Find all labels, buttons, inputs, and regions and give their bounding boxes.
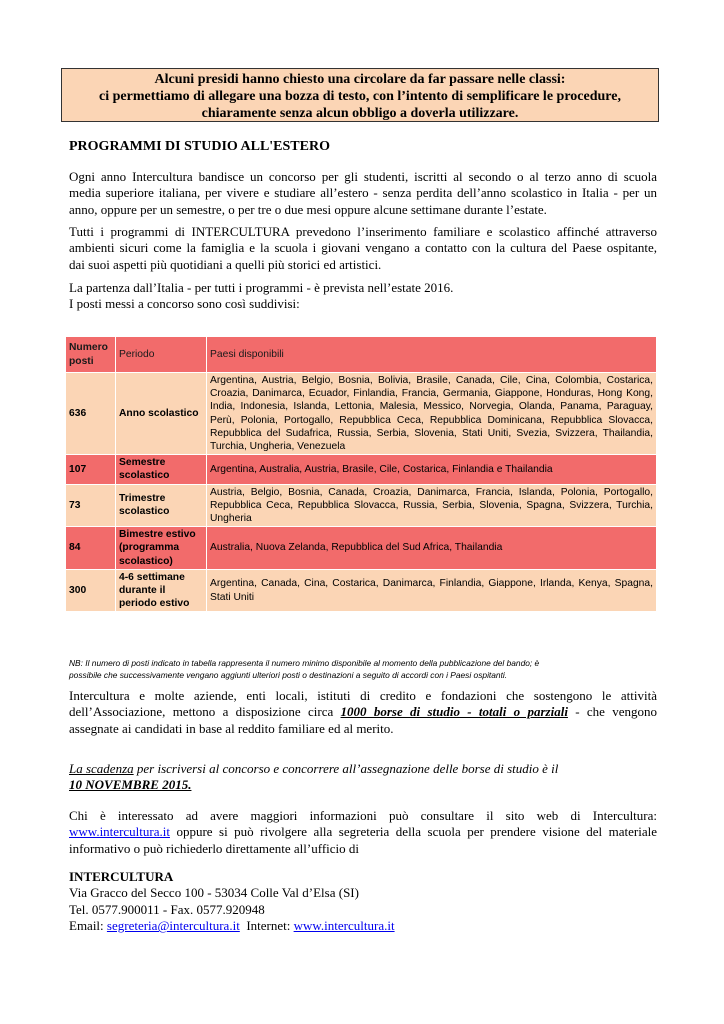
email-line [69, 918, 395, 934]
row-periodo: Bimestre estivo (programma scolastico) [116, 527, 207, 570]
text-line: informativo o può richiederlo direttamente all’ufficio di [69, 840, 359, 856]
row-posti: 107 [66, 455, 116, 484]
header-paesi: Paesi disponibili [207, 337, 657, 373]
note-line: possibile che successivamente vengano aggiunti ulteriori posti o destinazioni a seguito di accordi con i Paesi ospitanti. [69, 670, 508, 680]
text-line: I posti messi a concorso sono così suddivisi: [69, 296, 300, 312]
intro-paragraph-2 [69, 224, 657, 273]
row-paesi: Argentina, Australia, Austria, Brasile, Cile, Costarica, Finlandia e Thailandia [207, 455, 657, 484]
row-paesi: Argentina, Austria, Belgio, Bosnia, Bolivia, Brasile, Canada, Cile, Cina, Colombia, Costarica, Croazia, Danimarca, Ecuador, Finlandia, Francia, Germania, Giappone, Honduras, Hong Kong, India, Indonesia, Islanda, Lettonia, Malesia, Messico, Norvegia, Olanda, Panama, Paraguay, Perù, Polonia, Portogallo, Repubblica Ceca, Repubblica Dominicana, Repubblica Slovacca, Repubblica del Sudafrica, Russia, Serbia, Slovenia, Stati Uniti, Svezia, Svizzera, Thailandia, Turchia, Ungheria, Venezuela [207, 373, 657, 455]
notice-line: Alcuni presidi hanno chiesto una circolare da far passare nelle classi: [154, 72, 566, 87]
text-line: anno, oppure per un semestre, o per tre o due mesi oppure alcune settimane durante l’estate. [69, 201, 547, 217]
header-posti: Numero posti [66, 337, 116, 373]
table-row [66, 455, 657, 484]
contact-block [69, 869, 395, 935]
text-line: Tutti i programmi di INTERCULTURA prevedono l’inserimento familiare e scolastico affinché attraverso [69, 224, 657, 239]
text-line: media superiore italiana, per vivere e studiare all’estero - senza perdita dell’anno scolastico in Italia - per un [69, 185, 657, 201]
intro-paragraph-1 [69, 169, 657, 218]
table-note [69, 657, 657, 681]
row-posti: 300 [66, 569, 116, 612]
text-span: dell’Associazione, mettono a disposizione circa [69, 704, 341, 720]
page-title: PROGRAMMI DI STUDIO ALL'ESTERO [69, 139, 330, 154]
address-line: Via Gracco del Secco 100 - 53034 Colle Val d’Elsa (SI) [69, 885, 359, 901]
text-line [69, 761, 657, 777]
row-paesi: Australia, Nuova Zelanda, Repubblica del Sud Africa, Thailandia [207, 527, 657, 570]
text-line: Intercultura e molte aziende, enti locali, istituti di credito e fondazioni che sostengono le attività [69, 688, 657, 703]
text-line: dai suoi aspetti più quotidiani a quelli più storici ed artistici. [69, 256, 382, 272]
deadline-paragraph [69, 761, 657, 794]
notice-box [61, 68, 659, 122]
header-periodo: Periodo [116, 337, 207, 373]
funding-paragraph [69, 688, 657, 737]
text-line: assegnate ai candidati in base al reddito familiare ed al merito. [69, 720, 394, 736]
table-header-row [66, 337, 657, 373]
text-line: La partenza dall’Italia - per tutti i programmi - è prevista nell’estate 2016. [69, 280, 454, 295]
row-paesi: Austria, Belgio, Bosnia, Canada, Croazia, Danimarca, Francia, Islanda, Polonia, Portogallo, Repubblica Ceca, Repubblica Slovacca, Russia, Serbia, Slovenia, Spagna, Svizzera, Turchia, Ungheria [207, 484, 657, 527]
info-paragraph [69, 808, 657, 857]
text-line [69, 824, 657, 840]
row-periodo: Anno scolastico [116, 373, 207, 455]
row-paesi: Argentina, Canada, Cina, Costarica, Danimarca, Finlandia, Giappone, Irlanda, Kenya, Spagna, Stati Uniti [207, 569, 657, 612]
text-line [69, 704, 657, 720]
text-line: ambienti sicuri come la famiglia e la scuola i giovani vengano a contatto con la cultura del Paese ospitante, [69, 240, 657, 256]
notice-line: chiaramente senza alcun obbligo a doverla utilizzare. [201, 106, 519, 121]
intro-paragraph-3 [69, 280, 657, 313]
row-posti: 636 [66, 373, 116, 455]
email-label: Email: [69, 918, 107, 934]
places-table [65, 336, 657, 612]
scholarship-highlight: 1000 borse di studio - totali o parziali [340, 704, 568, 720]
deadline-date: 10 NOVEMBRE 2015. [69, 777, 192, 793]
notice-line: ci permettiamo di allegare una bozza di testo, con l’intento di semplificare le procedure, [99, 89, 621, 104]
table-row [66, 569, 657, 612]
deadline-label: La scadenza [69, 761, 134, 776]
row-posti: 73 [66, 484, 116, 527]
row-posti: 84 [66, 527, 116, 570]
table-row [66, 373, 657, 455]
email-link[interactable]: segreteria@intercultura.it [106, 918, 240, 934]
phone-line: Tel. 0577.900011 - Fax. 0577.920948 [69, 901, 265, 917]
deadline-text: per iscriversi al concorso e concorrere all’assegnazione delle borse di studio è il [133, 761, 559, 776]
text-span: - che vengono [567, 704, 657, 720]
internet-label: Internet: [239, 918, 294, 934]
table-row [66, 484, 657, 527]
note-line: NB: Il numero di posti indicato in tabella rappresenta il numero minimo disponibile al momento della pubblicazione del bando; è [69, 658, 540, 668]
row-periodo: Trimestre scolastico [116, 484, 207, 527]
website-link-footer[interactable]: www.intercultura.it [293, 918, 395, 934]
row-periodo: Semestre scolastico [116, 455, 207, 484]
table-row [66, 527, 657, 570]
text-span: oppure si può rivolgere alla segreteria della scuola per prendere visione del materiale [169, 824, 657, 840]
website-link[interactable]: www.intercultura.it [69, 824, 170, 840]
org-name: INTERCULTURA [69, 869, 174, 884]
text-line: Chi è interessato ad avere maggiori informazioni può consultare il sito web di Intercultura: [69, 808, 657, 823]
row-periodo: 4-6 settimane durante il periodo estivo [116, 569, 207, 612]
text-line: Ogni anno Intercultura bandisce un concorso per gli studenti, iscritti al secondo o al terzo anno di scuola [69, 169, 657, 184]
